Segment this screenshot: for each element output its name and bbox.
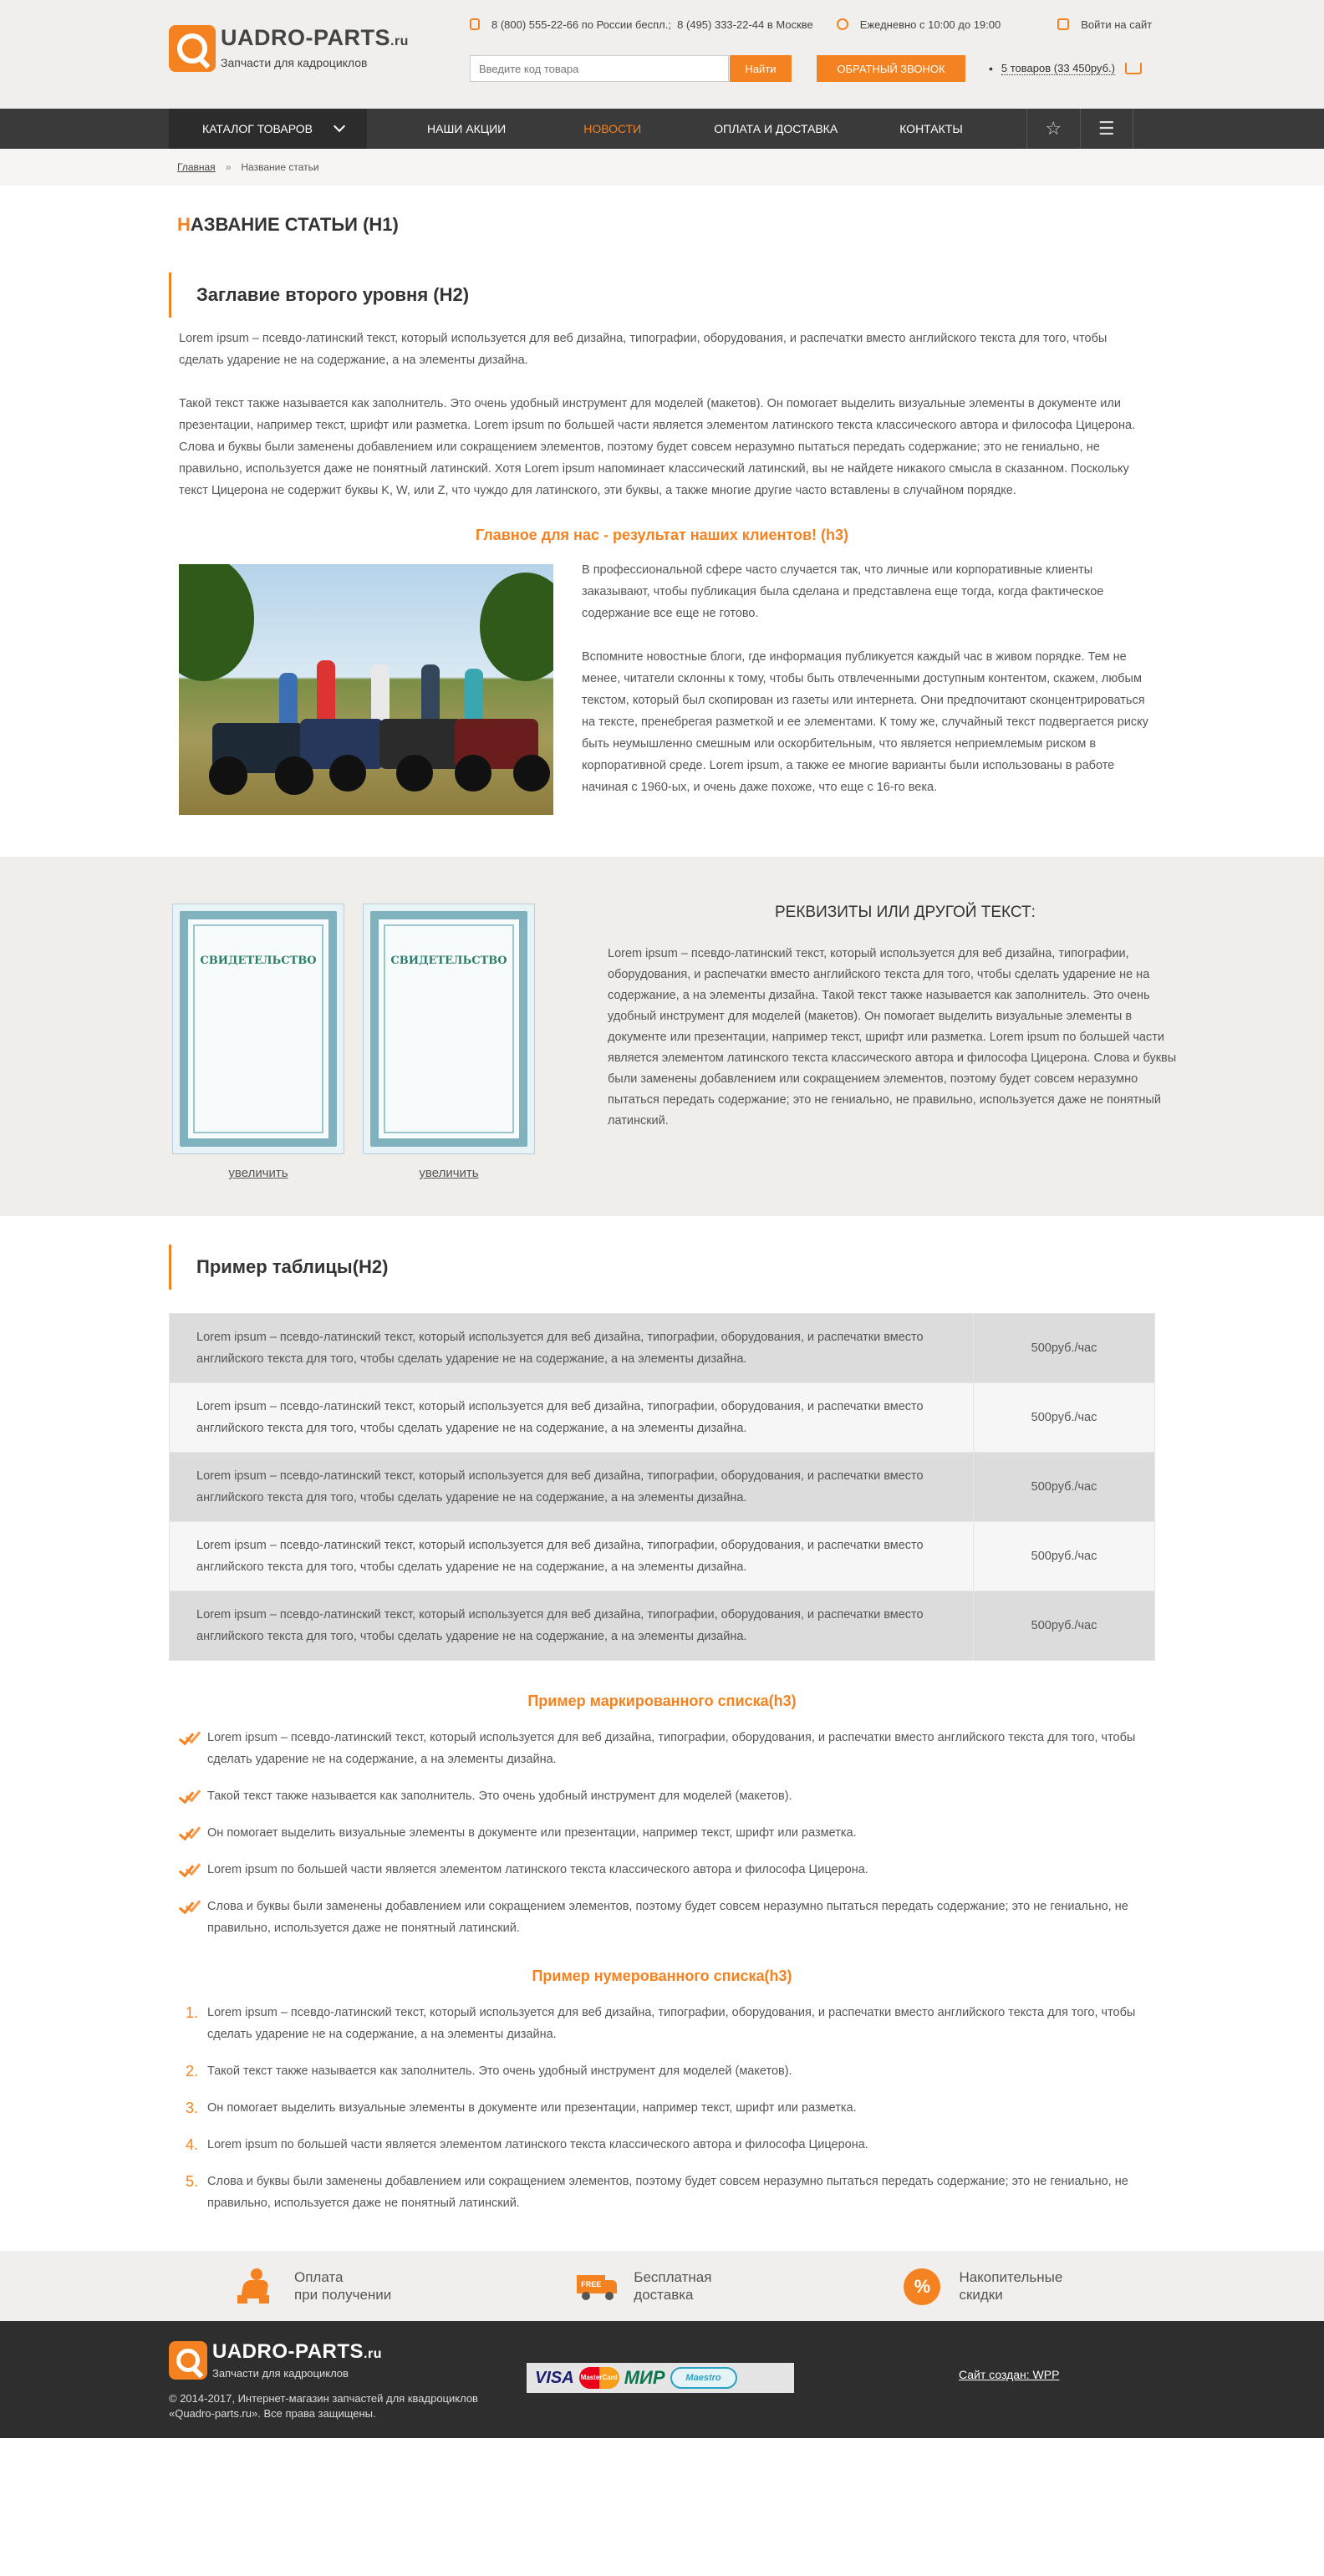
- cart-bullet-icon: •: [989, 62, 993, 75]
- feature-delivery: [575, 2267, 711, 2305]
- section-heading-h2: Заглавие второго уровня (H2): [169, 272, 1155, 318]
- truck-free-badge: FREE: [577, 2275, 605, 2293]
- feature-discounts: [900, 2267, 1062, 2305]
- certificate-2[interactable]: [363, 904, 535, 1154]
- phone-1[interactable]: 8 (800) 555-22-66: [491, 18, 579, 31]
- page-title: [177, 214, 1155, 236]
- features-bar: [0, 2251, 1324, 2321]
- table-cell-description: Lorem ipsum – псевдо-латинский текст, который используется для веб дизайна, типографии, оборудования, и распечатки вместо английского текста для того, чтобы сделать ударение не на содержание, а на элементы дизайна.: [170, 1453, 974, 1522]
- certificate-2-zoom-link[interactable]: увеличить: [419, 1166, 479, 1180]
- phone-icon: [470, 18, 480, 30]
- search-button[interactable]: Найти: [730, 55, 792, 82]
- list-item-number: 2.: [186, 2063, 199, 2080]
- feature-discounts-line1: Накопительные: [959, 2269, 1063, 2285]
- breadcrumb: [0, 149, 1324, 186]
- working-hours: Ежедневно с 10:00 до 19:00: [859, 18, 1001, 31]
- bullet-list: [177, 1727, 1155, 1939]
- requisites-section: [0, 857, 1324, 1216]
- list-item: [177, 2171, 1155, 2214]
- logo-name: UADRO-PARTS: [221, 25, 390, 50]
- list-item-text: Он помогает выделить визуальные элементы в документе или презентации, например текст, шрифт или разметка.: [207, 1826, 857, 1840]
- article-paragraph-2: Такой текст также называется как заполнитель. Это очень удобный инструмент для моделей (макетов). Он помогает выделить визуальные элементы в документе или презентации, например текст, шрифт или разметка. Lorem ipsum по большей части является элементом латинского текста классического автора и философа Цицерона. Слова и буквы были заменены добавлением или сокращением элементов, поэтому будет совсем неразумно пытаться передать содержание; это не гениально, не правильно, используется даже не понятный латинский. Хотя Lorem ipsum напоминает классический латинский, вы не найдете никакого смысла в сказанном. Поскольку текст Цицерона не содержит буквы K, W, или Z, что чуждо для латинского, эти буквы, а также многие другие часто вставлены в случайном порядке.: [179, 397, 1136, 497]
- payment-methods: [527, 2363, 794, 2393]
- list-item: [177, 2097, 1155, 2119]
- table-cell-price: 500руб./час: [974, 1591, 1155, 1661]
- requisites-text: Lorem ipsum – псевдо-латинский текст, который используется для веб дизайна, типографии, оборудования, и распечатки вместо английского текста для того, чтобы сделать ударение не на содержание, а на элементы дизайна. Такой текст также называется как заполнитель. Это очень удобный инструмент для моделей (макетов). Он помогает выделить визуальные элементы в документе или презентации, например текст, шрифт или разметка. Lorem ipsum по большей части является элементом латинского текста классического автора и философа Цицерона. Слова и буквы были заменены добавлением или сокращением элементов, поэтому будет совсем неразумно пытаться передать содержание; это не гениально, не правильно, используется даже не понятный латинский.: [608, 947, 1177, 1128]
- phone-2[interactable]: 8 (495) 333-22-44: [677, 18, 765, 31]
- list-item: [177, 1727, 1155, 1770]
- list-item: [177, 1859, 1155, 1881]
- cart-summary[interactable]: 5 товаров (33 450руб.): [1001, 62, 1115, 74]
- nav-item-news[interactable]: НОВОСТИ: [583, 122, 642, 135]
- bullet-list-section: [169, 1661, 1155, 1939]
- phone-1-note: по России беспл.;: [581, 18, 671, 31]
- site-footer: [0, 2321, 1324, 2438]
- table-cell-description: Lorem ipsum – псевдо-латинский текст, который используется для веб дизайна, типографии, оборудования, и распечатки вместо английского текста для того, чтобы сделать ударение не на содержание, а на элементы дизайна.: [170, 1383, 974, 1453]
- mir-icon: МИР: [624, 2367, 665, 2388]
- table-cell-description: Lorem ipsum – псевдо-латинский текст, который используется для веб дизайна, типографии, оборудования, и распечатки вместо английского текста для того, чтобы сделать ударение не на содержание, а на элементы дизайна.: [170, 1314, 974, 1383]
- phone-2-note: в Москве: [766, 18, 813, 31]
- list-item-text: Lorem ipsum – псевдо-латинский текст, который используется для веб дизайна, типографии, оборудования, и распечатки вместо английского текста для того, чтобы сделать ударение не на содержание, а на элементы дизайна.: [207, 1731, 1136, 1766]
- developer-link[interactable]: Сайт создан: WPP: [959, 2368, 1060, 2381]
- footer-logo-q-icon: [169, 2341, 207, 2380]
- side-paragraph-2: Вспомните новостные блоги, где информация публикуется каждый час в живом порядке. Тем не менее, читатели склонны к тому, чтобы быть отвлеченными доступным контентом, скажем, любым текстом, который был скопирован из газеты или интернета. Они предпочитают сконцентрироваться на тексте, пренебрегая разметкой и ее элементами. К тому же, случайный текст подвергается риску быть неумышленно смешным или оскорбительным, что является неприемлемым риском в корпоративной среде. Lorem ipsum, а также ее многие варианты были использованы в работе начиная с 1960-ых, и очень даже похоже, что еще с 16-го века.: [582, 650, 1148, 794]
- list-item: [177, 1822, 1155, 1844]
- table-cell-description: Lorem ipsum – псевдо-латинский текст, который используется для веб дизайна, типографии, оборудования, и распечатки вместо английского текста для того, чтобы сделать ударение не на содержание, а на элементы дизайна.: [170, 1591, 974, 1661]
- nav-item-contacts[interactable]: КОНТАКТЫ: [899, 122, 963, 135]
- certificate-2-title: СВИДЕТЕЛЬСТВО: [390, 955, 507, 967]
- feature-delivery-line2: доставка: [634, 2287, 694, 2303]
- list-item: [177, 1785, 1155, 1807]
- certificate-1[interactable]: [172, 904, 344, 1154]
- discount-percent-icon: %: [900, 2267, 944, 2305]
- logo-q-icon: [169, 25, 216, 72]
- list-item: [177, 2134, 1155, 2156]
- list-item-number: 4.: [186, 2136, 199, 2153]
- breadcrumb-current: Название статьи: [241, 161, 319, 173]
- table-row: [170, 1453, 1155, 1522]
- list-item-number: 3.: [186, 2100, 199, 2116]
- chevron-down-icon: [334, 120, 345, 132]
- footer-logo-subtitle: Запчасти для кадроциклов: [212, 2367, 349, 2380]
- feature-payment: [236, 2267, 391, 2305]
- payment-person-icon: [236, 2267, 279, 2305]
- table-section: [169, 1216, 1155, 1661]
- favorites-icon[interactable]: ☆: [1026, 109, 1080, 149]
- logo-tld: .ru: [390, 34, 409, 48]
- catalog-menu[interactable]: [169, 109, 367, 149]
- list-item: [177, 2002, 1155, 2045]
- feature-payment-line1: Оплата: [294, 2269, 344, 2285]
- table-cell-price: 500руб./час: [974, 1383, 1155, 1453]
- atv-photo: [179, 564, 553, 815]
- breadcrumb-separator: »: [225, 161, 232, 173]
- certificate-1-title: СВИДЕТЕЛЬСТВО: [200, 955, 317, 967]
- list-item-text: Такой текст также называется как заполнитель. Это очень удобный инструмент для моделей (макетов).: [207, 2064, 792, 2078]
- table-cell-description: Lorem ipsum – псевдо-латинский текст, который используется для веб дизайна, типографии, оборудования, и распечатки вместо английского текста для того, чтобы сделать ударение не на содержание, а на элементы дизайна.: [170, 1522, 974, 1591]
- logo[interactable]: [169, 25, 409, 72]
- breadcrumb-home[interactable]: Главная: [177, 161, 216, 173]
- footer-logo-name: UADRO-PARTS: [212, 2340, 364, 2363]
- search-input[interactable]: [470, 55, 729, 82]
- footer-logo[interactable]: [169, 2341, 382, 2380]
- table-row: [170, 1522, 1155, 1591]
- visa-icon: VISA: [535, 2368, 574, 2387]
- table-cell-price: 500руб./час: [974, 1314, 1155, 1383]
- mastercard-icon: MasterCard: [579, 2367, 619, 2389]
- feature-delivery-line1: Бесплатная: [634, 2269, 712, 2285]
- subheading-h3: Главное для нас - результат наших клиентов! (h3): [476, 527, 848, 543]
- page-title-rest: АЗВАНИЕ СТАТЬИ (H1): [190, 214, 399, 235]
- checkmark-icon: [177, 1730, 207, 1747]
- feature-discounts-line2: скидки: [959, 2287, 1003, 2303]
- feature-payment-line2: при получении: [294, 2287, 392, 2303]
- table-row: [170, 1383, 1155, 1453]
- list-item-text: Слова и буквы были заменены добавлением или сокращением элементов, поэтому будет совсем неразумно пытаться передать содержание; это не гениально, не правильно, используется даже не понятный латинский.: [207, 2175, 1128, 2210]
- login-link[interactable]: Войти на сайт: [1081, 18, 1153, 31]
- certificate-1-zoom-link[interactable]: увеличить: [228, 1166, 288, 1180]
- site-header: [0, 0, 1324, 109]
- bullet-list-heading: Пример маркированного списка(h3): [527, 1693, 797, 1709]
- side-paragraph-1: В профессиональной сфере часто случается так, что личные или корпоративные клиенты заказывают, чтобы публикация была сделана и представлена еще тогда, когда фактическое содержание все еще не готово.: [582, 563, 1104, 620]
- table-heading-h2: Пример таблицы(H2): [169, 1245, 1155, 1290]
- list-item-text: Он помогает выделить визуальные элементы в документе или презентации, например текст, шрифт или разметка.: [207, 2101, 857, 2115]
- table-row: [170, 1314, 1155, 1383]
- checkmark-icon: [177, 1862, 207, 1879]
- cart[interactable]: [989, 62, 1142, 75]
- list-item: [177, 2060, 1155, 2082]
- copyright: © 2014-2017, Интернет-магазин запчастей для квадроциклов «Quadro-parts.ru». Все права защищены.: [169, 2392, 478, 2420]
- list-item-text: Слова и буквы были заменены добавлением или сокращением элементов, поэтому будет совсем неразумно пытаться передать содержание; это не гениально, не правильно, используется даже не понятный латинский.: [207, 1900, 1128, 1935]
- article: [0, 186, 1324, 815]
- list-item-text: Lorem ipsum – псевдо-латинский текст, который используется для веб дизайна, типографии, оборудования, и распечатки вместо английского текста для того, чтобы сделать ударение не на содержание, а на элементы дизайна.: [207, 2006, 1136, 2041]
- truck-icon: [575, 2267, 619, 2305]
- main-nav: [0, 109, 1324, 149]
- page-title-first-letter: Н: [177, 214, 191, 235]
- price-table: [169, 1313, 1155, 1661]
- login-icon: [1057, 18, 1069, 30]
- list-item-text: Lorem ipsum по большей части является элементом латинского текста классического автора и философа Цицерона.: [207, 2138, 868, 2151]
- numbered-list-heading: Пример нумерованного списка(h3): [532, 1968, 792, 1984]
- footer-logo-tld: .ru: [364, 2347, 382, 2361]
- catalog-menu-label: КАТАЛОГ ТОВАРОВ: [202, 122, 313, 135]
- numbered-list: [177, 2002, 1155, 2214]
- checkmark-icon: [177, 1825, 207, 1842]
- table-row: [170, 1591, 1155, 1661]
- table-cell-price: 500руб./час: [974, 1453, 1155, 1522]
- logo-subtitle: Запчасти для кадроциклов: [221, 56, 368, 69]
- maestro-icon: Maestro: [670, 2367, 737, 2389]
- requisites-title: РЕКВИЗИТЫ ИЛИ ДРУГОЙ ТЕКСТ:: [775, 904, 1036, 921]
- list-item-text: Lorem ipsum по большей части является элементом латинского текста классического автора и философа Цицерона.: [207, 1863, 868, 1876]
- table-cell-price: 500руб./час: [974, 1522, 1155, 1591]
- numbered-list-section: [169, 1954, 1155, 2214]
- list-item: [177, 1896, 1155, 1939]
- list-item-number: 5.: [186, 2173, 199, 2190]
- nav-item-promotions[interactable]: НАШИ АКЦИИ: [427, 122, 507, 135]
- nav-item-delivery[interactable]: ОПЛАТА И ДОСТАВКА: [714, 122, 838, 135]
- cart-icon[interactable]: [1125, 63, 1142, 74]
- compare-icon[interactable]: ☰: [1080, 109, 1133, 149]
- clock-icon: [837, 18, 848, 30]
- checkmark-icon: [177, 1899, 207, 1916]
- callback-button[interactable]: ОБРАТНЫЙ ЗВОНОК: [817, 55, 965, 82]
- article-paragraph-1: Lorem ipsum – псевдо-латинский текст, который используется для веб дизайна, типографии, оборудования, и распечатки вместо английского текста для того, чтобы сделать ударение не на содержание, а на элементы дизайна.: [179, 332, 1108, 367]
- checkmark-icon: [177, 1789, 207, 1805]
- header-contacts: [470, 17, 1155, 32]
- list-item-text: Такой текст также называется как заполнитель. Это очень удобный инструмент для моделей (макетов).: [207, 1789, 792, 1803]
- list-item-number: 1.: [186, 2004, 199, 2021]
